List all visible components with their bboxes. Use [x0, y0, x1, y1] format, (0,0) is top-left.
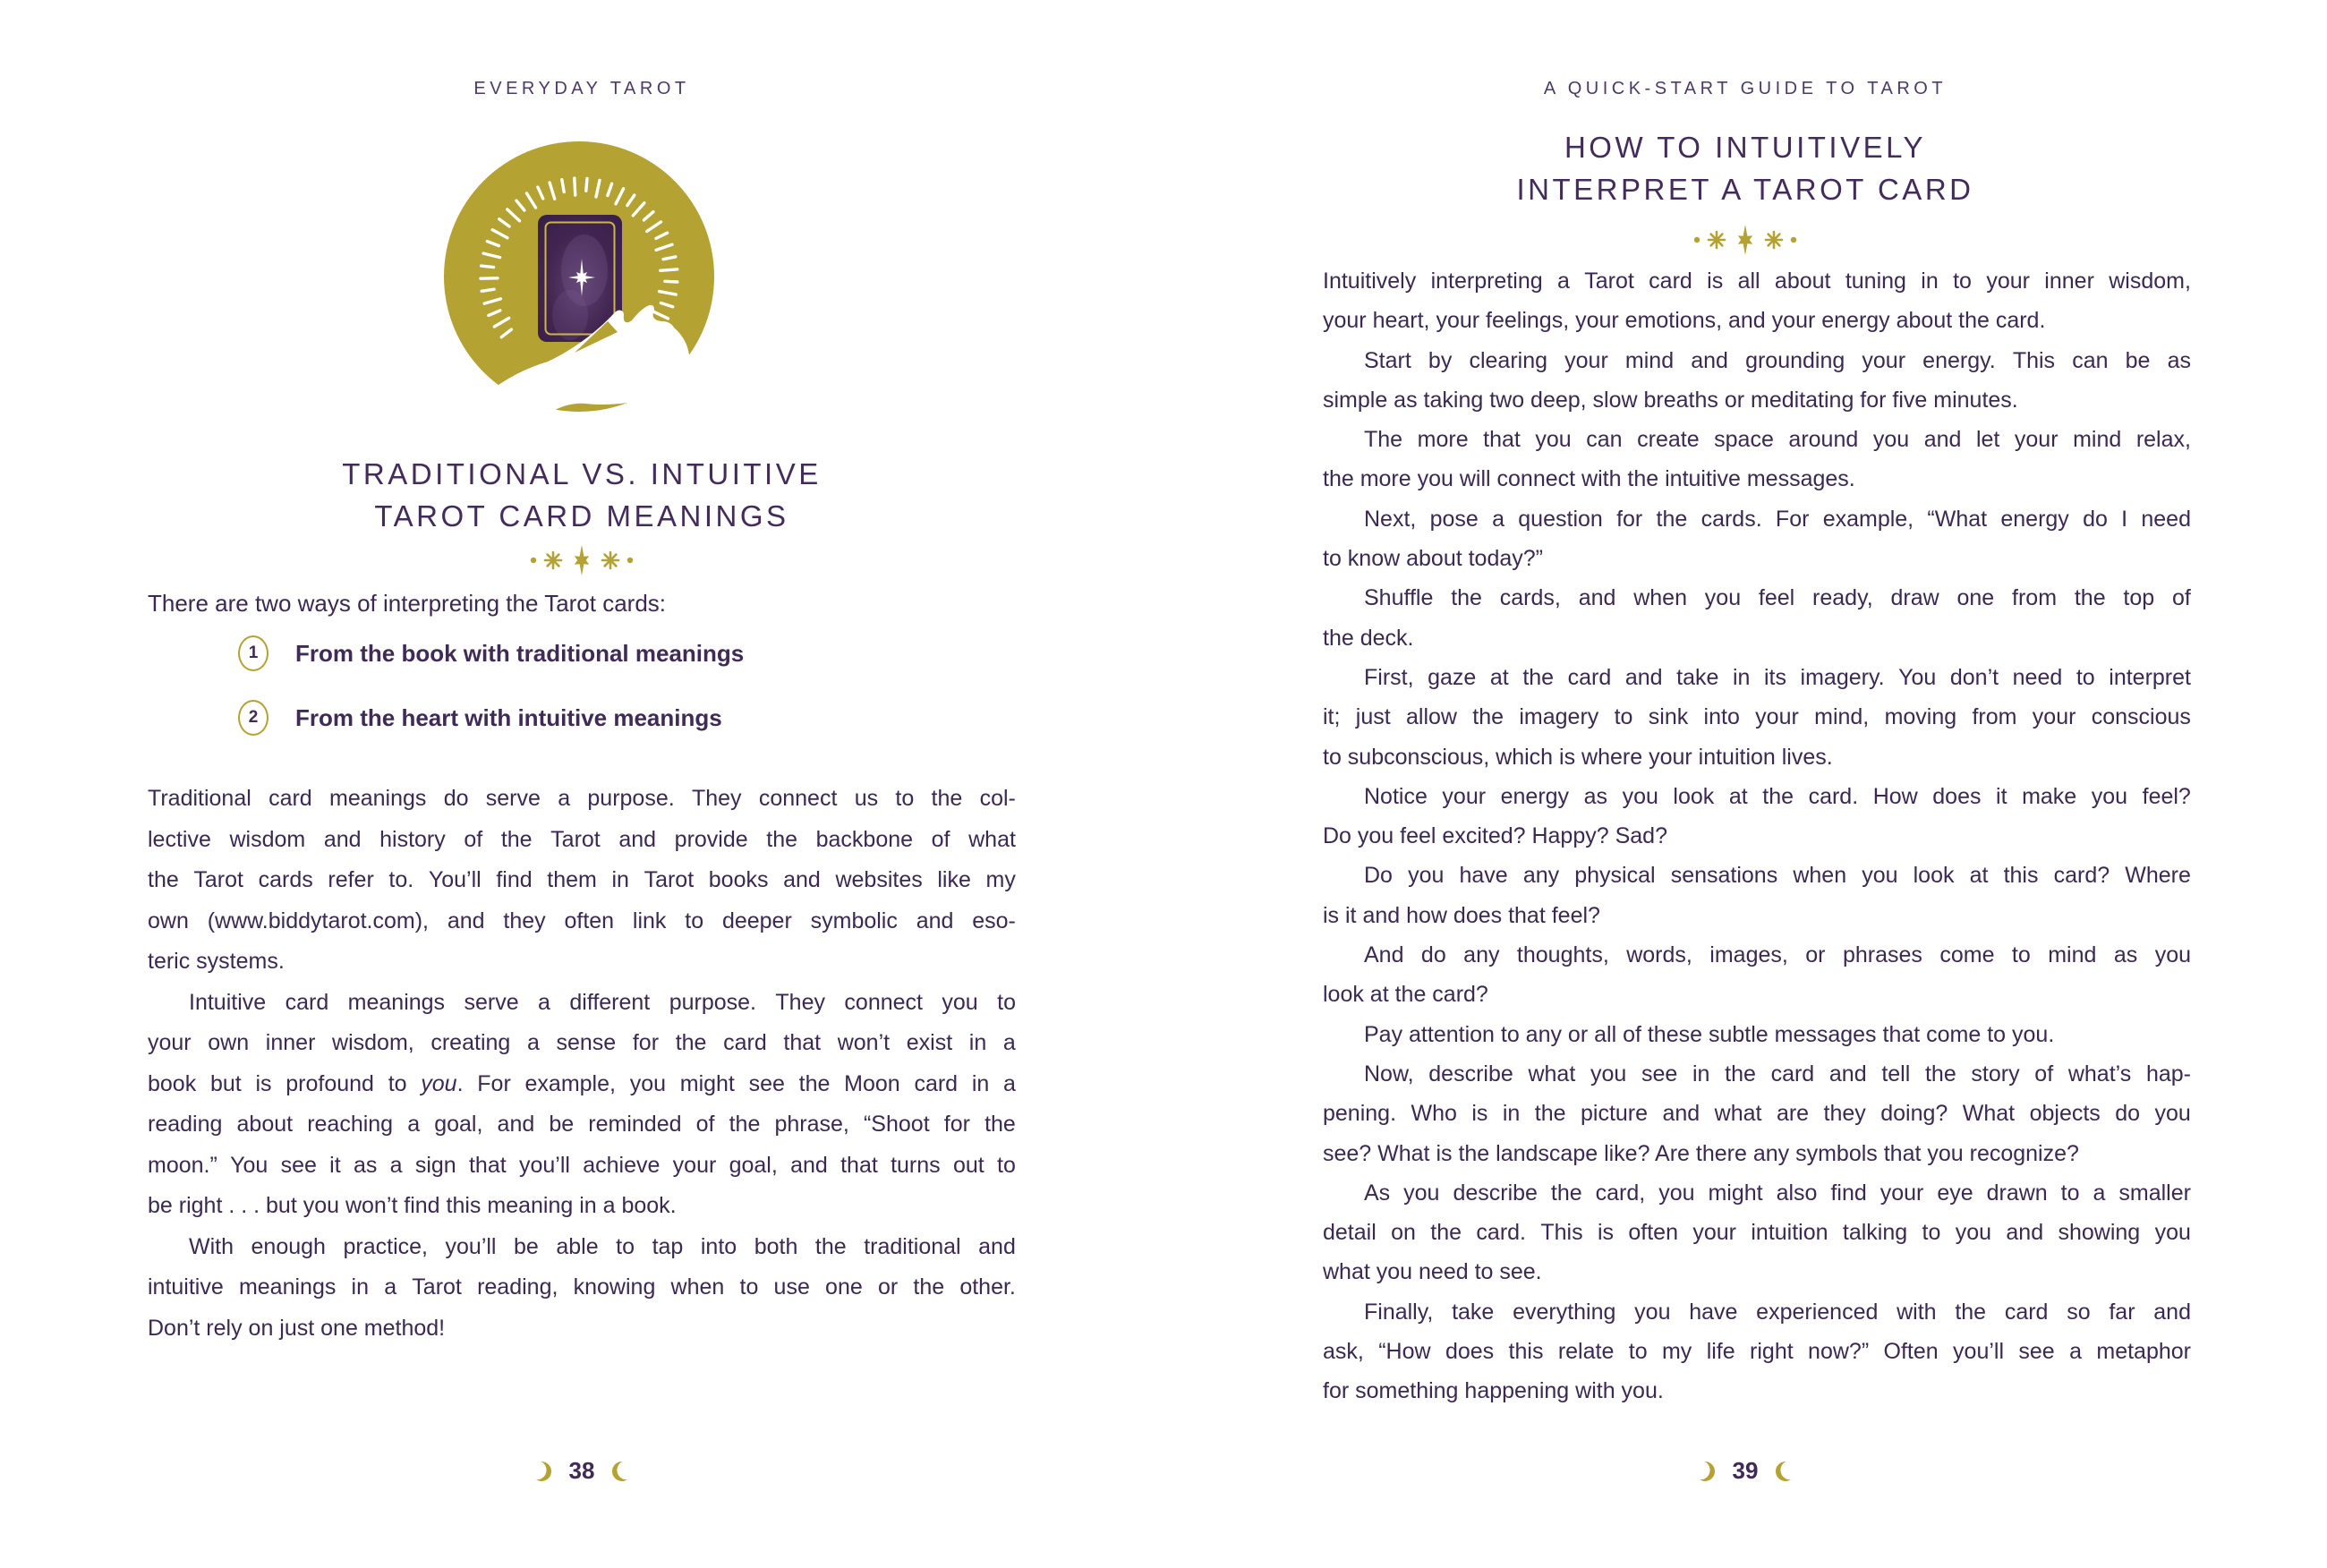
crescent-moon-icon	[1776, 1459, 1795, 1484]
paragraph	[1323, 341, 2191, 421]
text-line: Intuitive card meanings serve a different purpose. They connect you to	[189, 989, 1016, 1015]
page-number: 39	[1732, 1457, 1759, 1484]
paragraph	[1323, 777, 2191, 856]
hand-holding-tarot-card-illustration	[434, 136, 729, 431]
text-line: reading about reaching a goal, and be reminded of the phrase, “Shoot for the	[148, 1112, 1016, 1137]
text-line: your heart, your feelings, your emotions, and your energy about the card.	[1323, 308, 2046, 334]
text-line: As you describe the card, you might also find your eye drawn to a smaller	[1364, 1180, 2191, 1206]
paragraph	[1323, 1054, 2191, 1173]
paragraph	[1323, 658, 2191, 777]
body-text	[1323, 261, 2191, 1411]
text-line: for something happening with you.	[1323, 1378, 1664, 1404]
paragraph	[1323, 499, 2191, 579]
text-line: be right . . . but you won’t find this meaning in a book.	[148, 1193, 677, 1218]
chapter-title-line: HOW TO INTUITIVELY	[1564, 131, 1927, 164]
text-line: is it and how does that feel?	[1323, 902, 1600, 928]
paragraph	[1323, 1292, 2191, 1411]
text-line: teric systems.	[148, 949, 285, 974]
text-line: own (www.biddytarot.com), and they often link to deeper symbolic and eso-	[148, 908, 1016, 933]
text-line: With enough practice, you’ll be able to tap into both the traditional and	[189, 1233, 1016, 1259]
paragraph	[1323, 420, 2191, 499]
text-line: ask, “How does this relate to my life right now?” Often you’ll see a metaphor	[1323, 1339, 2191, 1365]
text-line: to know about today?”	[1323, 546, 1543, 572]
text-line: Intuitively interpreting a Tarot card is all about tuning in to your inner wisdom,	[1323, 268, 2191, 294]
page-footer	[0, 1457, 1164, 1485]
crescent-moon-icon	[612, 1459, 632, 1484]
list-item	[238, 700, 722, 736]
text-line: it; just allow the imagery to sink into your mind, moving from your conscious	[1323, 704, 2191, 730]
text-line: Do you have any physical sensations when you look at this card? Where	[1364, 863, 2191, 889]
text-line: book but is profound to you. For example, you might see the Moon card in a	[148, 1070, 1016, 1096]
text-line: Traditional card meanings do serve a purpose. They connect us to the col-	[148, 786, 1016, 811]
circled-number: 2	[238, 700, 268, 736]
list-item-label: From the heart with intuitive meanings	[295, 703, 722, 731]
text-line: intuitive meanings in a Tarot reading, knowing when to use one or the other.	[148, 1274, 1016, 1300]
star-divider-ornament	[0, 541, 1164, 580]
six-point-star-icon	[1738, 225, 1752, 255]
text-line: moon.” You see it as a sign that you’ll achieve your goal, and that turns out to	[148, 1152, 1016, 1178]
sparkle-icon	[1766, 232, 1782, 248]
text-line: And do any thoughts, words, images, or phrases come to mind as you	[1364, 942, 2191, 968]
paragraph	[148, 1227, 1016, 1350]
text-line: to subconscious, which is where your intuition lives.	[1323, 744, 1833, 770]
chapter-title	[1164, 126, 2327, 210]
text-line: First, gaze at the card and take in its imagery. You don’t need to interpret	[1364, 664, 2191, 690]
six-point-star-icon	[575, 545, 589, 575]
text-line: Now, describe what you see in the card and tell the story of what’s hap-	[1364, 1061, 2191, 1087]
page-number: 38	[568, 1457, 595, 1484]
text-line: look at the card?	[1323, 982, 1488, 1008]
chapter-title	[0, 453, 1164, 537]
list-item	[238, 635, 744, 671]
page-footer	[1164, 1457, 2327, 1485]
text-line: see? What is the landscape like? Are there any symbols that you recognize?	[1323, 1140, 2079, 1166]
sparkle-icon	[1709, 232, 1725, 248]
text-line: The more that you can create space around you and let your mind relax,	[1364, 427, 2191, 453]
paragraph	[148, 779, 1016, 983]
sparkle-icon	[545, 552, 561, 568]
paragraph	[1323, 1173, 2191, 1292]
sparkle-icon	[602, 552, 618, 568]
paragraph	[1323, 935, 2191, 1015]
text-line: Finally, take everything you have experienced with the card so far and	[1364, 1299, 2191, 1325]
text-line: the more you will connect with the intuitive messages.	[1323, 466, 1855, 492]
right-page	[1164, 0, 2327, 1568]
text-line: Notice your energy as you look at the card. How does it make you feel?	[1364, 783, 2191, 809]
text-line: what you need to see.	[1323, 1259, 1542, 1285]
chapter-title-line: TRADITIONAL VS. INTUITIVE	[342, 457, 822, 490]
intro-line: There are two ways of interpreting the Tarot cards:	[148, 590, 667, 617]
text-line: detail on the card. This is often your intuition talking to you and showing you	[1323, 1220, 2191, 1246]
crescent-moon-icon	[532, 1459, 551, 1484]
text-line: your own inner wisdom, creating a sense for the card that won’t exist in a	[148, 1030, 1016, 1055]
paragraph	[148, 983, 1016, 1227]
text-line: Start by clearing your mind and grounding your energy. This can be as	[1364, 347, 2191, 373]
text-line: Do you feel excited? Happy? Sad?	[1323, 823, 1667, 849]
circled-number: 1	[238, 635, 268, 671]
text-line: Pay attention to any or all of these subtle messages that come to you.	[1364, 1021, 2055, 1047]
text-line: the Tarot cards refer to. You’ll find them in Tarot books and websites like my	[148, 867, 1016, 892]
paragraph	[1323, 261, 2191, 341]
running-head: EVERYDAY TAROT	[473, 79, 690, 98]
chapter-title-line: INTERPRET A TAROT CARD	[1516, 173, 1974, 206]
crescent-moon-icon	[1695, 1459, 1715, 1484]
paragraph	[1323, 1015, 2191, 1054]
chapter-title-line: TAROT CARD MEANINGS	[374, 499, 789, 533]
running-head: A QUICK-START GUIDE TO TAROT	[1543, 79, 1948, 98]
text-line: Don’t rely on just one method!	[148, 1315, 446, 1341]
text-line: Next, pose a question for the cards. For example, “What energy do I need	[1364, 506, 2191, 532]
list-item-label: From the book with traditional meanings	[295, 639, 745, 667]
paragraph	[1323, 856, 2191, 935]
star-divider-ornament	[1164, 220, 2327, 260]
text-line: Shuffle the cards, and when you feel ready, draw one from the top of	[1364, 585, 2191, 611]
paragraph	[1323, 578, 2191, 658]
body-text	[148, 779, 1016, 1349]
text-line: lective wisdom and history of the Tarot and provide the backbone of what	[148, 826, 1016, 852]
text-line: simple as taking two deep, slow breaths or meditating for five minutes.	[1323, 387, 2018, 413]
text-line: the deck.	[1323, 625, 1414, 651]
text-line: pening. Who is in the picture and what are they doing? What objects do you	[1323, 1101, 2191, 1127]
